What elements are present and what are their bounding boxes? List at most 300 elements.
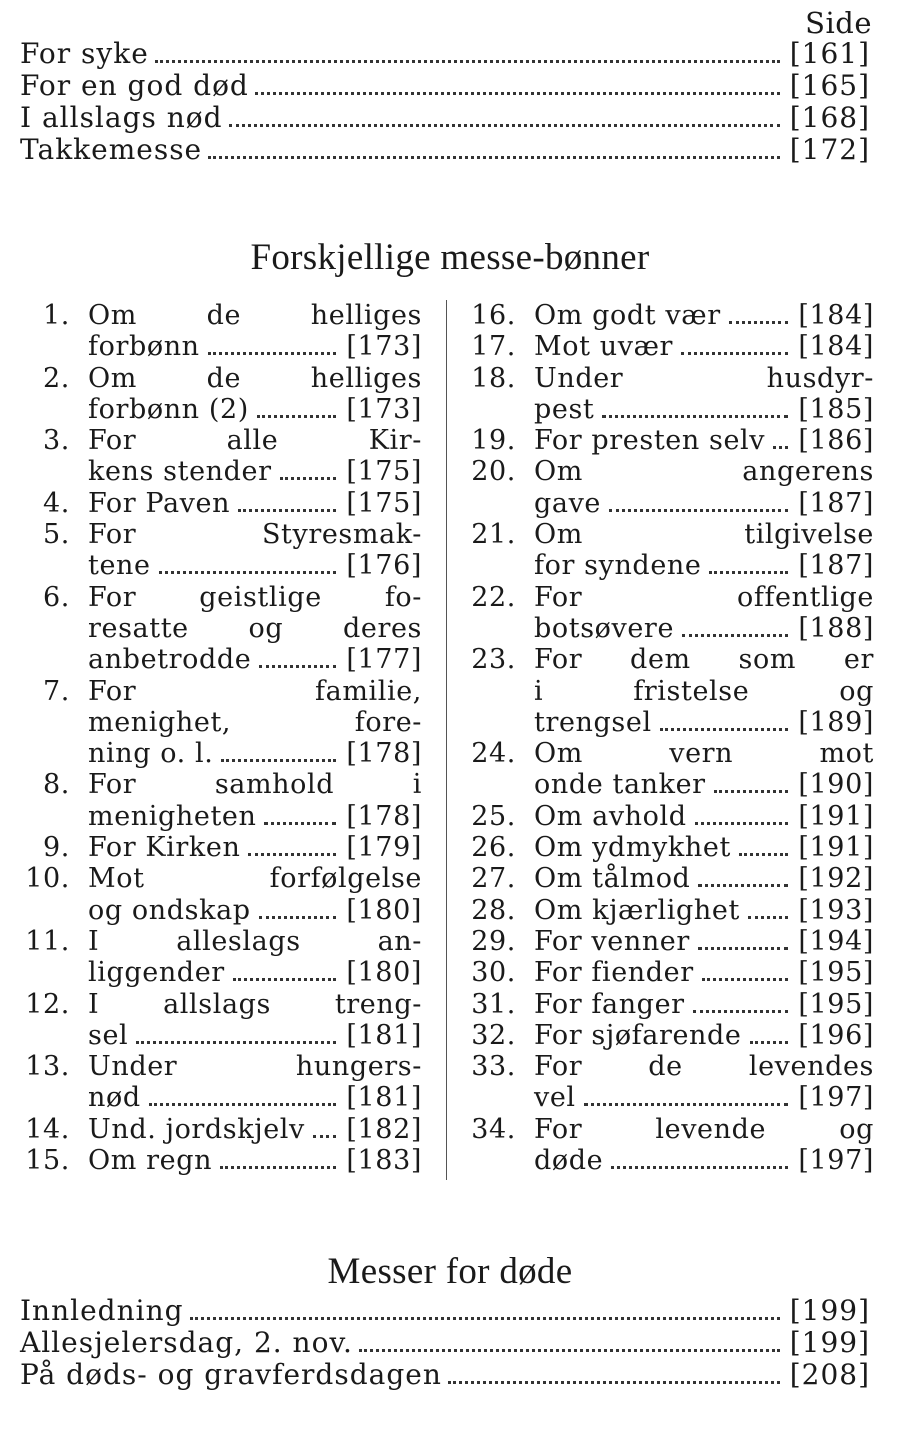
prayer-entry[interactable] bbox=[20, 425, 422, 488]
entry-number: 11. bbox=[25, 925, 70, 957]
entry-page: [173] bbox=[346, 331, 422, 363]
toc-entry-page: [199] bbox=[789, 1294, 870, 1327]
dot-leader bbox=[448, 1381, 780, 1384]
entry-number: 27. bbox=[471, 863, 516, 895]
entry-page: [175] bbox=[346, 456, 422, 488]
entry-body bbox=[534, 644, 874, 738]
entry-body bbox=[534, 989, 874, 1020]
entry-line bbox=[534, 456, 874, 487]
entry-text: For offentlige bbox=[534, 581, 874, 613]
entry-text: Under husdyr- bbox=[534, 362, 874, 394]
entry-number: 34. bbox=[471, 1113, 516, 1145]
toc-entry-page: [168] bbox=[789, 101, 870, 134]
prayer-entry[interactable] bbox=[20, 1114, 422, 1145]
entry-page: [180] bbox=[346, 894, 422, 926]
prayer-entry[interactable] bbox=[466, 519, 874, 582]
dot-leader bbox=[698, 947, 788, 950]
entry-text: For de levendes bbox=[534, 1051, 874, 1083]
entry-body bbox=[88, 300, 422, 363]
entry-body bbox=[88, 488, 422, 519]
entry-text: Om regn bbox=[88, 1145, 213, 1177]
entry-text: forbønn (2) bbox=[88, 393, 249, 425]
entry-text: Om ydmykhet bbox=[534, 832, 731, 864]
entry-line bbox=[534, 550, 874, 581]
entry-line bbox=[534, 738, 874, 769]
entry-text: For venner bbox=[534, 925, 690, 957]
bottom-toc-list bbox=[20, 1295, 870, 1391]
entry-page: [187] bbox=[798, 550, 874, 582]
entry-number: 14. bbox=[25, 1113, 70, 1145]
dot-leader bbox=[729, 321, 789, 324]
entry-line bbox=[88, 1082, 422, 1113]
dot-leader bbox=[259, 665, 336, 668]
entry-text: For sjøfarende bbox=[534, 1019, 742, 1051]
entry-page: [175] bbox=[346, 487, 422, 519]
toc-entry[interactable] bbox=[20, 102, 870, 134]
dot-leader bbox=[220, 1166, 336, 1169]
entry-body bbox=[88, 1051, 422, 1114]
entry-body bbox=[534, 863, 874, 894]
dot-leader bbox=[208, 156, 780, 159]
entry-text: sel bbox=[88, 1019, 129, 1051]
toc-entry[interactable] bbox=[20, 38, 870, 70]
entry-line bbox=[88, 582, 422, 613]
prayer-entry[interactable] bbox=[20, 926, 422, 989]
entry-line bbox=[534, 707, 874, 738]
entry-text: liggender bbox=[88, 957, 225, 989]
toc-entry-title: Innledning bbox=[20, 1294, 184, 1327]
entry-text: For samhold i bbox=[88, 769, 422, 801]
entry-page: [179] bbox=[346, 832, 422, 864]
entry-line bbox=[534, 1020, 874, 1051]
prayer-entry[interactable] bbox=[466, 832, 874, 863]
entry-page: [181] bbox=[346, 1082, 422, 1114]
entry-text: gave bbox=[534, 487, 602, 519]
entry-line bbox=[534, 926, 874, 957]
entry-body bbox=[534, 331, 874, 362]
entry-line bbox=[88, 300, 422, 331]
entry-line bbox=[88, 676, 422, 707]
section-heading-messer-for-dode: Messer for døde bbox=[327, 1251, 573, 1292]
entry-line bbox=[88, 738, 422, 769]
entry-body bbox=[534, 1020, 874, 1051]
prayer-entry[interactable] bbox=[466, 989, 874, 1020]
dot-leader bbox=[221, 759, 336, 762]
dot-leader bbox=[748, 916, 788, 919]
entry-line bbox=[534, 488, 874, 519]
entry-text: trengsel bbox=[534, 706, 652, 738]
entry-text: For alle Kir- bbox=[88, 425, 422, 457]
dot-leader bbox=[739, 853, 788, 856]
entry-line bbox=[534, 394, 874, 425]
entry-number: 22. bbox=[471, 581, 516, 613]
entry-body bbox=[534, 300, 874, 331]
entry-text: Und. jordskjelv bbox=[88, 1113, 305, 1145]
entry-number: 10. bbox=[25, 863, 70, 895]
prayer-entry[interactable] bbox=[466, 363, 874, 426]
entry-text: For levende og bbox=[534, 1113, 874, 1145]
dot-leader bbox=[750, 1041, 789, 1044]
entry-number: 26. bbox=[471, 832, 516, 864]
entry-line bbox=[88, 926, 422, 957]
entry-line bbox=[88, 425, 422, 456]
dot-leader bbox=[359, 1349, 780, 1352]
dot-leader bbox=[259, 916, 337, 919]
entry-body bbox=[88, 425, 422, 488]
entry-page: [189] bbox=[798, 706, 874, 738]
entry-line bbox=[534, 1145, 874, 1176]
prayer-entry[interactable] bbox=[466, 895, 874, 926]
prayer-entry[interactable] bbox=[466, 926, 874, 957]
entry-number: 20. bbox=[471, 456, 516, 488]
entry-line bbox=[534, 425, 874, 456]
dot-leader bbox=[264, 822, 336, 825]
prayer-entry[interactable] bbox=[466, 1051, 874, 1114]
entry-body bbox=[534, 832, 874, 863]
entry-line bbox=[88, 832, 422, 863]
entry-text: Om angerens bbox=[534, 456, 874, 488]
toc-entry[interactable] bbox=[20, 1295, 870, 1327]
entry-page: [183] bbox=[346, 1145, 422, 1177]
left-column bbox=[20, 300, 422, 1176]
entry-page: [181] bbox=[346, 1019, 422, 1051]
entry-number: 16. bbox=[471, 300, 516, 331]
entry-line bbox=[88, 1145, 422, 1176]
entry-line bbox=[88, 1114, 422, 1145]
entry-page: [194] bbox=[798, 925, 874, 957]
toc-entry-page: [172] bbox=[789, 133, 870, 166]
entry-line bbox=[534, 895, 874, 926]
prayer-entry[interactable] bbox=[466, 863, 874, 894]
entry-line bbox=[534, 613, 874, 644]
entry-page: [176] bbox=[346, 550, 422, 582]
entry-page: [195] bbox=[798, 957, 874, 989]
toc-entry[interactable] bbox=[20, 1327, 870, 1359]
dot-leader bbox=[136, 1041, 336, 1044]
entry-number: 7. bbox=[43, 675, 70, 707]
entry-line bbox=[534, 832, 874, 863]
entry-text: Om kjærlighet bbox=[534, 894, 740, 926]
prayer-entry[interactable] bbox=[20, 1145, 422, 1176]
entry-page: [197] bbox=[798, 1145, 874, 1177]
entry-line bbox=[534, 769, 874, 800]
entry-body bbox=[534, 582, 874, 645]
entry-number: 1. bbox=[43, 300, 70, 331]
entry-page: [173] bbox=[346, 393, 422, 425]
toc-entry-title: I allslags nød bbox=[20, 101, 223, 134]
entry-text: For Paven bbox=[88, 487, 231, 519]
entry-line bbox=[88, 519, 422, 550]
entry-body bbox=[88, 926, 422, 989]
entry-line bbox=[534, 582, 874, 613]
entry-line bbox=[88, 895, 422, 926]
entry-text: døde bbox=[534, 1145, 604, 1177]
entry-page: [178] bbox=[346, 738, 422, 770]
prayer-entry[interactable] bbox=[20, 863, 422, 926]
entry-page: [178] bbox=[346, 800, 422, 832]
prayer-entry[interactable] bbox=[20, 769, 422, 832]
entry-number: 31. bbox=[471, 988, 516, 1020]
entry-page: [186] bbox=[798, 425, 874, 457]
prayer-entry[interactable] bbox=[20, 582, 422, 676]
entry-text: For presten selv bbox=[534, 425, 766, 457]
entry-body bbox=[534, 1114, 874, 1177]
dot-leader bbox=[714, 790, 789, 793]
entry-number: 28. bbox=[471, 894, 516, 926]
column-divider bbox=[446, 300, 447, 1180]
entry-page: [195] bbox=[798, 988, 874, 1020]
dot-leader bbox=[682, 634, 788, 637]
entry-number: 8. bbox=[43, 769, 70, 801]
entry-line bbox=[534, 331, 874, 362]
entry-line bbox=[88, 644, 422, 675]
entry-number: 23. bbox=[471, 644, 516, 676]
prayer-entry[interactable] bbox=[20, 488, 422, 519]
entry-text: resatte og deres bbox=[88, 612, 422, 644]
entry-line bbox=[88, 613, 422, 644]
entry-text: onde tanker bbox=[534, 769, 706, 801]
entry-body bbox=[88, 1145, 422, 1176]
dot-leader bbox=[773, 446, 788, 449]
entry-number: 13. bbox=[25, 1051, 70, 1083]
prayer-entry[interactable] bbox=[20, 1051, 422, 1114]
entry-line bbox=[534, 676, 874, 707]
entry-body bbox=[534, 519, 874, 582]
entry-page: [185] bbox=[798, 393, 874, 425]
entry-line bbox=[88, 488, 422, 519]
entry-body bbox=[534, 738, 874, 801]
entry-page: [197] bbox=[798, 1082, 874, 1114]
entry-line bbox=[88, 394, 422, 425]
toc-entry[interactable] bbox=[20, 70, 870, 102]
toc-entry-title: For en god død bbox=[20, 69, 249, 102]
entry-number: 15. bbox=[25, 1145, 70, 1177]
entry-page: [187] bbox=[798, 487, 874, 519]
entry-line bbox=[88, 456, 422, 487]
entry-body bbox=[534, 895, 874, 926]
dot-leader bbox=[611, 1166, 788, 1169]
entry-page: [193] bbox=[798, 894, 874, 926]
entry-number: 32. bbox=[471, 1019, 516, 1051]
dot-leader bbox=[584, 1103, 789, 1106]
dot-leader bbox=[190, 1317, 780, 1320]
side-column-label: Side bbox=[805, 6, 872, 40]
entry-line bbox=[88, 1020, 422, 1051]
prayer-entry[interactable] bbox=[466, 425, 874, 456]
entry-body bbox=[534, 926, 874, 957]
dot-leader bbox=[238, 509, 336, 512]
toc-entry-page: [161] bbox=[789, 37, 870, 70]
toc-entry-page: [165] bbox=[789, 69, 870, 102]
entry-line bbox=[88, 801, 422, 832]
dot-leader bbox=[313, 1135, 337, 1138]
prayer-entry[interactable] bbox=[466, 957, 874, 988]
entry-page: [191] bbox=[798, 800, 874, 832]
entry-line bbox=[88, 331, 422, 362]
entry-text: og ondskap bbox=[88, 894, 251, 926]
dot-leader bbox=[693, 1010, 789, 1013]
dot-leader bbox=[257, 415, 336, 418]
entry-text: Mot forfølgelse bbox=[88, 863, 422, 895]
entry-text: Om tålmod bbox=[534, 863, 691, 895]
dot-leader bbox=[280, 477, 337, 480]
prayer-entry[interactable] bbox=[20, 989, 422, 1052]
prayer-entry[interactable] bbox=[466, 1020, 874, 1051]
entry-page: [190] bbox=[798, 769, 874, 801]
entry-line bbox=[88, 550, 422, 581]
entry-line bbox=[534, 644, 874, 675]
entry-text: pest bbox=[534, 393, 595, 425]
entry-number: 5. bbox=[43, 519, 70, 551]
prayer-entry[interactable] bbox=[20, 519, 422, 582]
prayer-entry[interactable] bbox=[466, 456, 874, 519]
entry-page: [184] bbox=[798, 331, 874, 363]
toc-entry-title: Allesjelersdag, 2. nov. bbox=[20, 1326, 353, 1359]
entry-page: [188] bbox=[798, 612, 874, 644]
entry-body bbox=[534, 456, 874, 519]
toc-entry-title: For syke bbox=[20, 37, 149, 70]
entry-number: 30. bbox=[471, 957, 516, 989]
entry-line bbox=[88, 769, 422, 800]
prayer-entry[interactable] bbox=[466, 582, 874, 645]
entry-body bbox=[88, 582, 422, 676]
entry-text: menighet, fore- bbox=[88, 706, 422, 738]
dot-leader bbox=[695, 822, 789, 825]
entry-text: I alleslags an- bbox=[88, 925, 422, 957]
entry-number: 25. bbox=[471, 800, 516, 832]
entry-body bbox=[88, 832, 422, 863]
entry-number: 21. bbox=[471, 519, 516, 551]
entry-page: [192] bbox=[798, 863, 874, 895]
prayer-entry[interactable] bbox=[466, 738, 874, 801]
entry-line bbox=[534, 363, 874, 394]
entry-text: anbetrodde bbox=[88, 644, 252, 676]
entry-text: For familie, bbox=[88, 675, 422, 707]
entry-body bbox=[88, 769, 422, 832]
prayer-entry[interactable] bbox=[20, 676, 422, 770]
entry-text: nød bbox=[88, 1082, 141, 1114]
entry-text: Om vern mot bbox=[534, 738, 874, 770]
entry-text: For fanger bbox=[534, 988, 685, 1020]
entry-line bbox=[88, 989, 422, 1020]
prayer-entry[interactable] bbox=[20, 300, 422, 363]
entry-number: 6. bbox=[43, 581, 70, 613]
toc-entry-title: På døds- og gravferdsdagen bbox=[20, 1358, 442, 1391]
entry-body bbox=[88, 676, 422, 770]
entry-text: menigheten bbox=[88, 800, 257, 832]
prayer-entry[interactable] bbox=[466, 331, 874, 362]
entry-page: [177] bbox=[346, 644, 422, 676]
dot-leader bbox=[208, 352, 337, 355]
toc-entry-page: [208] bbox=[789, 1358, 870, 1391]
dot-leader bbox=[698, 884, 788, 887]
entry-text: kens stender bbox=[88, 456, 272, 488]
entry-text: For fiender bbox=[534, 957, 694, 989]
dot-leader bbox=[149, 1103, 337, 1106]
entry-number: 4. bbox=[43, 487, 70, 519]
entry-text: i fristelse og bbox=[534, 675, 874, 707]
section-heading-messe-bonner: Forskjellige messe-bønner bbox=[250, 237, 650, 278]
dot-leader bbox=[702, 978, 789, 981]
entry-text: For Styresmak- bbox=[88, 519, 422, 551]
entry-text: Om avhold bbox=[534, 800, 687, 832]
entry-number: 12. bbox=[25, 988, 70, 1020]
entry-text: for syndene bbox=[534, 550, 702, 582]
entry-number: 2. bbox=[43, 362, 70, 394]
entry-page: [184] bbox=[798, 300, 874, 331]
entry-text: Om de helliges bbox=[88, 362, 422, 394]
entry-line bbox=[534, 1082, 874, 1113]
entry-body bbox=[88, 989, 422, 1052]
toc-entry[interactable] bbox=[20, 134, 870, 166]
entry-line bbox=[88, 863, 422, 894]
entry-page: [196] bbox=[798, 1019, 874, 1051]
entry-body bbox=[88, 519, 422, 582]
entry-line bbox=[534, 519, 874, 550]
entry-body bbox=[534, 363, 874, 426]
prayer-entry[interactable] bbox=[466, 801, 874, 832]
prayer-entry[interactable] bbox=[20, 832, 422, 863]
entry-number: 3. bbox=[43, 425, 70, 457]
entry-body bbox=[534, 801, 874, 832]
dot-leader bbox=[255, 92, 780, 95]
entry-text: Mot uvær bbox=[534, 331, 674, 363]
prayer-entry[interactable] bbox=[466, 1114, 874, 1177]
prayer-entry[interactable] bbox=[20, 363, 422, 426]
entry-text: For dem som er bbox=[534, 644, 874, 676]
dot-leader bbox=[660, 728, 789, 731]
dot-leader bbox=[155, 60, 780, 63]
entry-body bbox=[534, 957, 874, 988]
entry-text: For geistlige fo- bbox=[88, 581, 422, 613]
entry-text: Under hungers- bbox=[88, 1051, 422, 1083]
right-column bbox=[466, 300, 874, 1176]
entry-line bbox=[534, 300, 874, 331]
toc-entry-title: Takkemesse bbox=[20, 133, 203, 166]
dot-leader bbox=[609, 509, 788, 512]
entry-body bbox=[88, 1114, 422, 1145]
entry-line bbox=[534, 1114, 874, 1145]
entry-body bbox=[88, 863, 422, 926]
toc-entry[interactable] bbox=[20, 1359, 870, 1391]
entry-text: Om tilgivelse bbox=[534, 519, 874, 551]
entry-line bbox=[88, 363, 422, 394]
entry-number: 17. bbox=[471, 331, 516, 363]
dot-leader bbox=[681, 352, 788, 355]
entry-line bbox=[88, 1051, 422, 1082]
dot-leader bbox=[159, 571, 337, 574]
entry-number: 33. bbox=[471, 1051, 516, 1083]
toc-entry-page: [199] bbox=[789, 1326, 870, 1359]
entry-text: ning o. l. bbox=[88, 738, 214, 770]
entry-body bbox=[534, 1051, 874, 1114]
entry-text: forbønn bbox=[88, 331, 200, 363]
prayer-entry[interactable] bbox=[466, 300, 874, 331]
entry-line bbox=[534, 957, 874, 988]
entry-number: 9. bbox=[43, 832, 70, 864]
entry-body bbox=[534, 425, 874, 456]
dot-leader bbox=[602, 415, 788, 418]
entry-text: Om godt vær bbox=[534, 300, 721, 331]
top-toc-list bbox=[20, 38, 870, 166]
dot-leader bbox=[248, 853, 336, 856]
prayer-entry[interactable] bbox=[466, 644, 874, 738]
dot-leader bbox=[229, 124, 780, 127]
entry-text: For Kirken bbox=[88, 832, 241, 864]
entry-body bbox=[88, 363, 422, 426]
entry-number: 18. bbox=[471, 362, 516, 394]
entry-text: Om de helliges bbox=[88, 300, 422, 331]
